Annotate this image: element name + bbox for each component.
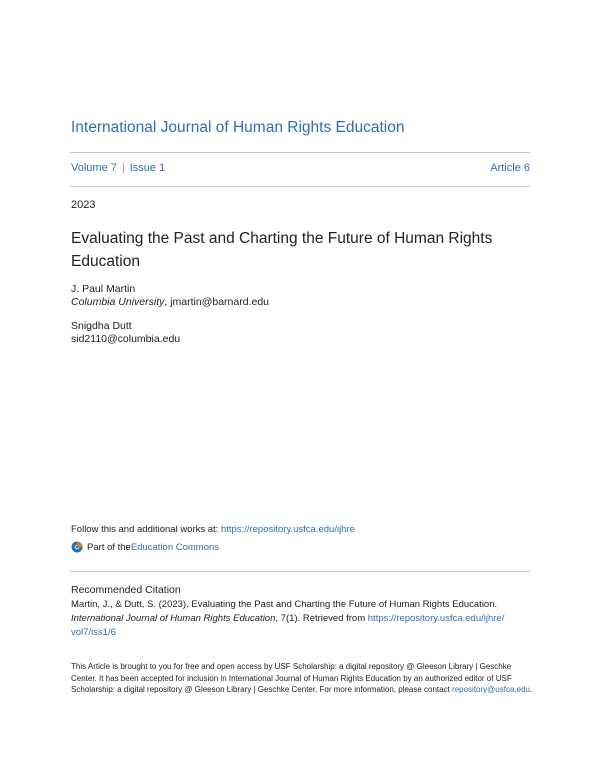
paper-title-line1: Evaluating the Past and Charting the Future of Human Rights — [71, 230, 493, 247]
issue-separator: | — [121, 162, 125, 174]
author-email: sid2110@columbia.edu — [71, 333, 181, 345]
paper-title-line2: Education — [71, 253, 140, 270]
citation-divider — [70, 571, 530, 572]
author-name: Snigdha Dutt — [71, 320, 132, 332]
network-commons-icon — [71, 541, 83, 553]
author-2 — [71, 320, 180, 346]
bottom-divider — [70, 186, 530, 187]
education-commons-link[interactable]: Education Commons — [130, 541, 220, 553]
author-affiliation-line — [71, 296, 269, 309]
footer-note — [71, 661, 533, 696]
part-of-text: Part of the — [87, 541, 131, 553]
footer-text: This Article is brought to you for free and open access by USF Scholarship: a digital repository @ Gleeson Library | Geschke Center. It has been accepted for inclusion in International Journal of Human Rights Education by an authorized editor of USF Scholarship: a digital repository @ Gleeson Library | Geschke Center. For more information, please contact — [71, 662, 512, 694]
issue-link[interactable]: Issue 1 — [129, 162, 166, 174]
article-link[interactable]: Article 6 — [490, 162, 530, 174]
author-affiliation: Columbia University — [71, 296, 165, 308]
citation-volume: , 7 — [275, 613, 286, 624]
author-email: , jmartin@barnard.edu — [164, 296, 270, 308]
issue-line — [71, 162, 530, 174]
contact-email-link[interactable]: repository@usfca.edu — [452, 685, 530, 694]
citation-text — [71, 598, 531, 640]
citation-heading: Recommended Citation — [71, 584, 181, 596]
follow-text: Follow this and additional works at: — [71, 524, 221, 535]
citation-url[interactable]: https://repository.usfca.edu/ijhre/ — [367, 613, 505, 624]
repository-link[interactable]: https://repository.usfca.edu/ijhre — [220, 524, 355, 535]
citation-issue: (1). Retrieved from — [285, 613, 368, 624]
footer-end: . — [529, 685, 533, 694]
top-divider — [70, 152, 530, 153]
follow-line — [71, 524, 355, 535]
part-of-line — [71, 541, 219, 553]
journal-title[interactable]: International Journal of Human Rights Education — [71, 119, 405, 136]
volume-link[interactable]: Volume 7 — [71, 162, 117, 174]
citation-line1: Martin, J., & Dutt, S. (2023). Evaluating the Past and Charting the Future of Human Rights Education. — [71, 599, 498, 610]
publication-year: 2023 — [71, 199, 96, 211]
author-1 — [71, 283, 269, 309]
citation-journal: International Journal of Human Rights Education — [71, 613, 276, 624]
author-name: J. Paul Martin — [71, 283, 136, 295]
paper-title — [71, 227, 511, 273]
citation-url-cont[interactable]: vol7/iss1/6 — [71, 627, 116, 638]
